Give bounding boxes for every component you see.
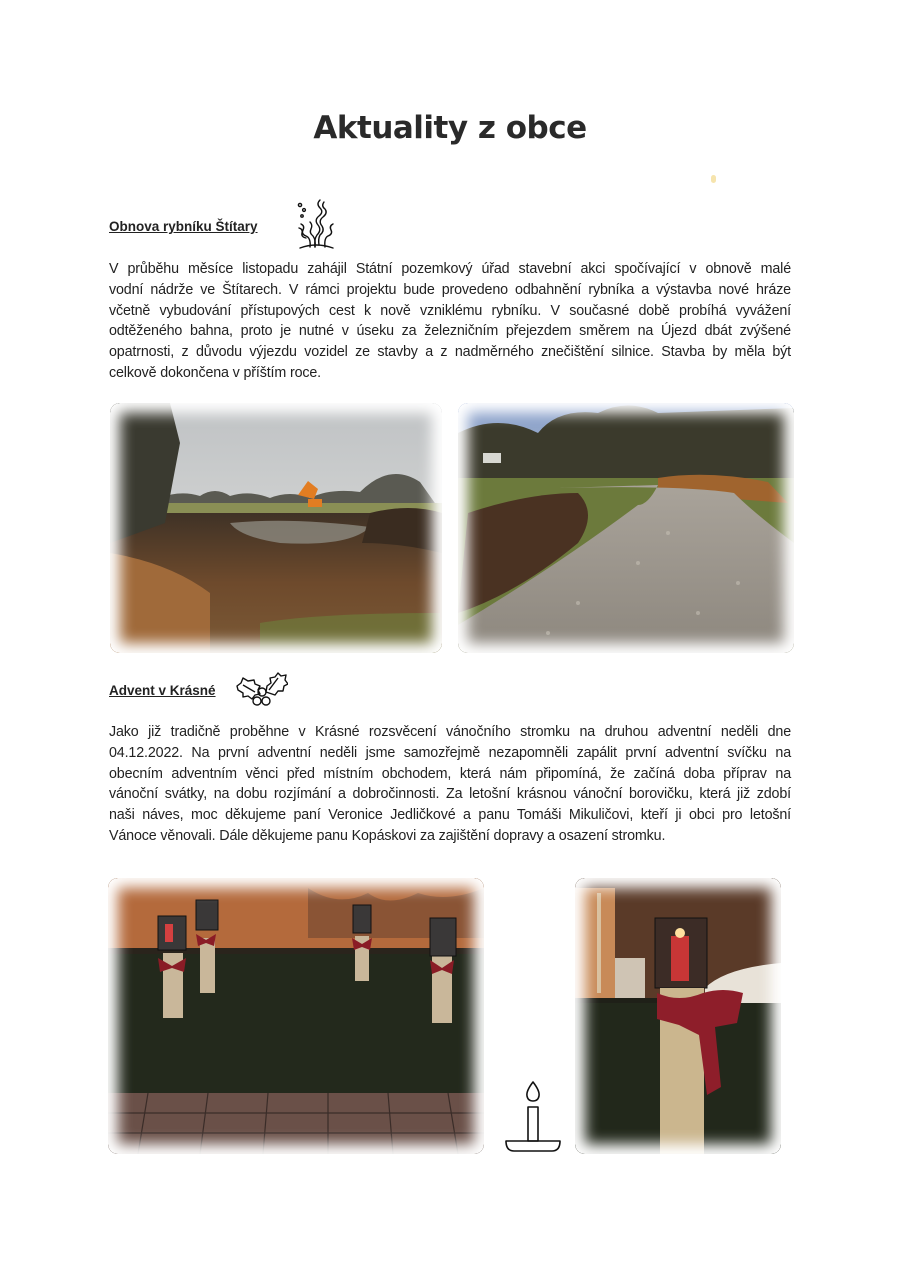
text-line: V průběhu měsíce listopadu zahájil Státní pozemkový úřad stavební akci spočívající v obnově malé [109, 261, 791, 277]
photo-gravel-road [458, 403, 794, 653]
photo-lanterns-night [108, 878, 484, 1154]
holly-icon [233, 670, 288, 708]
text-line: vodní nádrže ve Štítarech. V rámci projektu bude provedeno odbahnění rybníka a výstavba nové hráze [109, 281, 791, 298]
text-line: celkově dokončena v příštím roce. [109, 364, 321, 381]
text-line: naši náves, moc děkujeme paní Veronice Jedličkové a panu Tomáši Mikuličovi, kteří ji obci pro letošní [109, 807, 791, 824]
page-title: Aktuality z obce [313, 110, 587, 146]
photo-lantern-closeup [575, 878, 781, 1154]
advent-article-text [109, 722, 791, 847]
candle-icon [503, 1080, 563, 1154]
text-line: Jako již tradičně proběhne v Krásné rozsvěcení vánočního stromku na druhou adventní neděli dne [109, 724, 791, 740]
text-line: odtěženého bahna, proto je nutné v úseku za železničním přejezdem směrem na Újezd dbát zvýšené [109, 323, 791, 340]
text-line: 04.12.2022. Na první adventní neděli jsme samozřejmě nezapomněli zapálit první adventní svíčku na [109, 744, 791, 761]
seaweed-icon [295, 197, 337, 249]
section-heading-advent: Advent v Krásné [109, 683, 216, 698]
scan-smudge [711, 175, 716, 183]
section-heading-pond: Obnova rybníku Štítary [109, 219, 258, 234]
pond-article-text [109, 259, 791, 384]
photo-pond-excavation [110, 403, 442, 653]
text-line: Vánoce věnovali. Dále děkujeme panu Kopáskovi za zajištění dopravy a osazení stromku. [109, 827, 666, 844]
text-line: včetně vybudování přístupových cest k nově vzniklému rybníku. V současné době probíhá vyvážení [109, 302, 791, 319]
text-line: opatrnosti, z důvodu výjezdu vozidel ze stavby a z nadměrného znečištění silnice. Stavba by měla být [109, 344, 791, 361]
text-line: obecním adventním věnci před místním obchodem, která nám připomíná, že začíná doba příprav na [109, 765, 791, 782]
text-line: vánoční svátky, na dobu rozjímání a dobročinnosti. Za letošní krásnou vánoční borovičku, která již zdobí [109, 786, 791, 803]
